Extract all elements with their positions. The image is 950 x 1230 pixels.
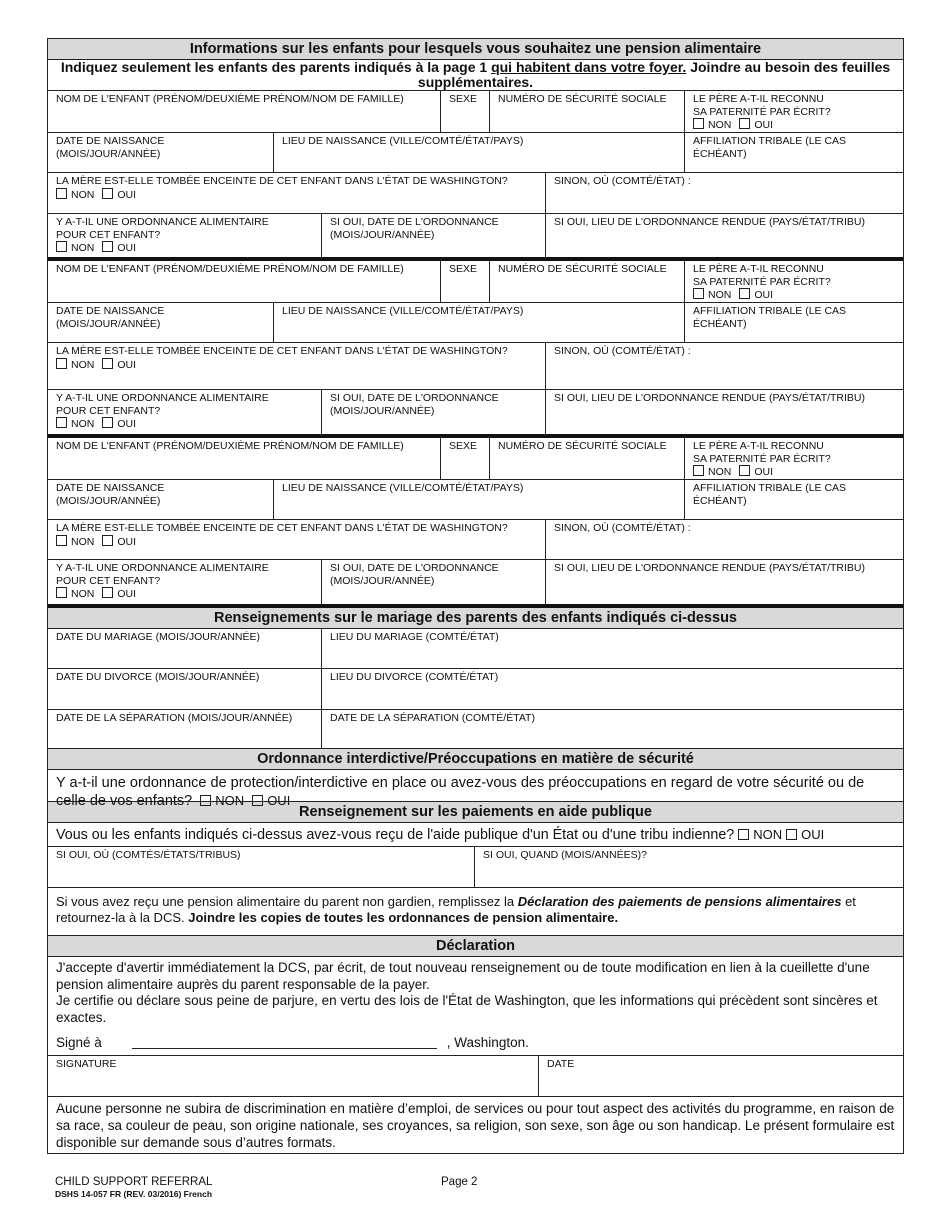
children-section-header: Informations sur les enfants pour lesquels vous souhaitez une pension alimentaire (48, 39, 903, 60)
instruction-post: Joindre au besoin des feuilles supplémentaires. (417, 60, 891, 90)
child-birth-row (48, 133, 903, 173)
tribal-field[interactable] (685, 133, 903, 172)
support-order-no-checkbox[interactable] (56, 587, 67, 598)
no-label: NON (71, 535, 95, 548)
declaration-para1: J'accepte d'avertir immédiatement la DCS, par écrit, de tout nouveau renseignement ou de toute modification en lien à la cueillette d'une pension alimentaire auprès du parent responsable de la payer. (56, 960, 870, 992)
order-date-label-2: (MOIS/JOUR/ANNÉE) (330, 574, 435, 587)
marriage-row (48, 629, 903, 669)
note-pre: Si vous avez reçu une pension alimentaire du parent non gardien, remplissez la (56, 894, 518, 909)
child-name-field[interactable]: NOM DE L'ENFANT (PRÉNOM/DEUXIÈME PRÉNOM/NOM DE FAMILLE) (48, 438, 441, 479)
safety-question (48, 770, 903, 809)
declaration-para2: Je certifie ou déclare sous peine de parjure, en vertu des lois de l'État de Washington, que les informations qui précèdent sont sincères et exactes. (56, 993, 878, 1025)
tribal-field[interactable] (685, 303, 903, 342)
children-instruction (48, 60, 903, 91)
safety-no-label: NON (215, 793, 245, 808)
assistance-detail-row (48, 847, 903, 888)
pregnancy-label: LA MÈRE EST-ELLE TOMBÉE ENCEINTE DE CET ENFANT DANS L'ÉTAT DE WASHINGTON? (56, 175, 508, 187)
paternity-yes-checkbox[interactable] (739, 288, 750, 299)
form-name: CHILD SUPPORT REFERRAL (55, 1176, 213, 1188)
support-order-row (48, 560, 903, 608)
assistance-note (48, 888, 903, 936)
support-order-yes-checkbox[interactable] (102, 587, 113, 598)
dob-label-1: DATE DE NAISSANCE (56, 305, 165, 317)
paternity-field (685, 91, 903, 132)
dob-label-2: (MOIS/JOUR/ANNÉE) (56, 317, 161, 330)
no-label: NON (71, 188, 95, 201)
order-label-1: Y A-T-IL UNE ORDONNANCE ALIMENTAIRE (56, 392, 269, 404)
paternity-no-checkbox[interactable] (693, 465, 704, 476)
paternity-label-1: LE PÈRE A-T-IL RECONNU (693, 440, 824, 452)
paternity-yes-checkbox[interactable] (739, 465, 750, 476)
yes-label: OUI (117, 418, 137, 430)
order-date-label-1: SI OUI, DATE DE L'ORDONNANCE (330, 392, 499, 404)
pregnancy-row (48, 520, 903, 560)
child-name-field[interactable]: NOM DE L'ENFANT (PRÉNOM/DEUXIÈME PRÉNOM/NOM DE FAMILLE) (48, 261, 441, 302)
divorce-row (48, 669, 903, 710)
safety-no-checkbox[interactable] (200, 795, 211, 806)
order-date-label-2: (MOIS/JOUR/ANNÉE) (330, 228, 435, 241)
safety-yes-checkbox[interactable] (252, 795, 263, 806)
nondiscrimination-notice: Aucune personne ne subira de discrimination en matière d’emploi, de services ou pour tout aspect des activités du programme, en raison de sa race, sa couleur de peau, son origine nationale, ses croyances, sa religion, son sexe, son âge ou son handicap. Le présent formulaire est disponible sur demande sous d’autres formats. (48, 1097, 903, 1154)
support-order-no-checkbox[interactable] (56, 241, 67, 252)
marriage-date-field[interactable]: DATE DU MARIAGE (MOIS/JOUR/ANNÉE) (48, 629, 322, 668)
paternity-label-2: SA PATERNITÉ PAR ÉCRIT? (693, 275, 831, 288)
safety-section-header: Ordonnance interdictive/Préoccupations en matière de sécurité (48, 749, 903, 770)
pregnancy-no-checkbox[interactable] (56, 188, 67, 199)
assistance-no-label: NON (753, 827, 783, 842)
child-birth-row (48, 303, 903, 343)
order-place-field[interactable]: SI OUI, LIEU DE L'ORDONNANCE RENDUE (PAYS/ÉTAT/TRIBU) (554, 392, 866, 404)
note-italic: Déclaration des paiements de pensions alimentaires (517, 894, 842, 909)
pregnancy-row (48, 173, 903, 214)
no-label: NON (71, 418, 95, 430)
no-label: NON (708, 119, 732, 131)
pregnancy-yes-checkbox[interactable] (102, 188, 113, 199)
child-ssn-field[interactable]: NUMÉRO DE SÉCURITÉ SOCIALE (490, 438, 685, 479)
child-block (48, 261, 903, 438)
assistance-question-text: Vous ou les enfants indiqués ci-dessus avez-vous reçu de l'aide publique d'un État ou d'une tribu indienne? (56, 827, 735, 843)
order-date-label-1: SI OUI, DATE DE L'ORDONNANCE (330, 562, 499, 574)
child-ssn-field[interactable]: NUMÉRO DE SÉCURITÉ SOCIALE (490, 91, 685, 132)
paternity-label-1: LE PÈRE A-T-IL RECONNU (693, 93, 824, 105)
tribal-label-2: ÉCHÉANT) (693, 494, 747, 507)
order-place-field[interactable]: SI OUI, LIEU DE L'ORDONNANCE RENDUE (PAYS/ÉTAT/TRIBU) (554, 562, 866, 574)
assistance-when-field[interactable]: SI OUI, QUAND (MOIS/ANNÉES)? (483, 849, 647, 861)
paternity-no-checkbox[interactable] (693, 118, 704, 129)
yes-label: OUI (754, 289, 774, 301)
child-name-row (48, 261, 903, 303)
order-date-field[interactable] (322, 214, 546, 257)
tribal-label-1: AFFILIATION TRIBALE (LE CAS (693, 135, 847, 147)
signed-at-input[interactable] (132, 1034, 437, 1049)
tribal-field[interactable] (685, 480, 903, 519)
order-label-2: POUR CET ENFANT? (56, 404, 161, 417)
pregnancy-yes-checkbox[interactable] (102, 535, 113, 546)
instruction-underlined: qui habitent dans votre foyer. (491, 60, 687, 75)
child-block (48, 438, 903, 608)
separation-place-field[interactable]: DATE DE LA SÉPARATION (COMTÉ/ÉTAT) (330, 712, 535, 724)
dob-label-2: (MOIS/JOUR/ANNÉE) (56, 147, 161, 160)
form-code: DSHS 14-057 FR (REV. 03/2016) French (55, 1189, 213, 1199)
support-order-row (48, 214, 903, 261)
signature-row (48, 1056, 903, 1097)
pregnancy-yes-checkbox[interactable] (102, 358, 113, 369)
paternity-label-2: SA PATERNITÉ PAR ÉCRIT? (693, 452, 831, 465)
pregnancy-field (48, 173, 546, 213)
order-date-field[interactable] (322, 560, 546, 604)
support-order-field (48, 214, 322, 257)
declaration-body (48, 957, 903, 1056)
no-label: NON (71, 588, 95, 600)
yes-label: OUI (117, 358, 137, 371)
pregnancy-label: LA MÈRE EST-ELLE TOMBÉE ENCEINTE DE CET ENFANT DANS L'ÉTAT DE WASHINGTON? (56, 522, 508, 534)
pregnancy-field (48, 520, 546, 559)
child-block (48, 91, 903, 261)
dob-field[interactable] (48, 303, 274, 342)
assistance-no-checkbox[interactable] (738, 829, 749, 840)
birthplace-field[interactable]: LIEU DE NAISSANCE (VILLE/COMTÉ/ÉTAT/PAYS) (274, 480, 685, 519)
support-order-field (48, 390, 322, 434)
note-bold: Joindre les copies de toutes les ordonnances de pension alimentaire. (188, 910, 619, 925)
yes-label: OUI (117, 588, 137, 600)
order-label-1: Y A-T-IL UNE ORDONNANCE ALIMENTAIRE (56, 562, 269, 574)
paternity-yes-checkbox[interactable] (739, 118, 750, 129)
child-sex-field[interactable]: SEXE (441, 438, 490, 479)
support-order-row (48, 390, 903, 438)
no-label: NON (708, 466, 732, 478)
divorce-place-field[interactable]: LIEU DU DIVORCE (COMTÉ/ÉTAT) (330, 671, 499, 683)
pregnancy-label: LA MÈRE EST-ELLE TOMBÉE ENCEINTE DE CET ENFANT DANS L'ÉTAT DE WASHINGTON? (56, 345, 508, 357)
assistance-yes-checkbox[interactable] (786, 829, 797, 840)
order-date-label-2: (MOIS/JOUR/ANNÉE) (330, 404, 435, 417)
washington-label: , Washington. (446, 1035, 529, 1050)
child-sex-field[interactable]: SEXE (441, 91, 490, 132)
dob-field[interactable] (48, 133, 274, 172)
dob-label-2: (MOIS/JOUR/ANNÉE) (56, 494, 161, 507)
order-date-label-1: SI OUI, DATE DE L'ORDONNANCE (330, 216, 499, 228)
tribal-label-2: ÉCHÉANT) (693, 317, 747, 330)
yes-label: OUI (754, 466, 774, 478)
safety-question-text: Y a-t-il une ordonnance de protection/interdictive en place ou avez-vous des préoccupations en regard de votre sécurité ou de celle de vos enfants? (56, 775, 865, 809)
paternity-label-2: SA PATERNITÉ PAR ÉCRIT? (693, 105, 831, 118)
signature-field[interactable]: SIGNATURE (48, 1056, 539, 1096)
signed-at-line (56, 1034, 895, 1052)
yes-label: OUI (754, 119, 774, 131)
dob-field[interactable] (48, 480, 274, 519)
separation-date-field[interactable]: DATE DE LA SÉPARATION (MOIS/JOUR/ANNÉE) (48, 710, 322, 748)
order-label-2: POUR CET ENFANT? (56, 228, 161, 241)
tribal-label-2: ÉCHÉANT) (693, 147, 747, 160)
separation-row (48, 710, 903, 749)
child-name-field[interactable]: NOM DE L'ENFANT (PRÉNOM/DEUXIÈME PRÉNOM/NOM DE FAMILLE) (48, 91, 441, 132)
child-name-row (48, 91, 903, 133)
yes-label: OUI (117, 242, 137, 254)
pregnancy-no-checkbox[interactable] (56, 358, 67, 369)
support-order-yes-checkbox[interactable] (102, 417, 113, 428)
child-birth-row (48, 480, 903, 520)
yes-label: OUI (117, 188, 137, 201)
paternity-no-checkbox[interactable] (693, 288, 704, 299)
marriage-section-header: Renseignements sur le mariage des parents des enfants indiqués ci-dessus (48, 608, 903, 629)
declaration-section-header: Déclaration (48, 936, 903, 957)
no-label: NON (71, 358, 95, 371)
pregnancy-row (48, 343, 903, 390)
signed-at-label: Signé à (56, 1035, 102, 1050)
paternity-field (685, 261, 903, 302)
order-label-1: Y A-T-IL UNE ORDONNANCE ALIMENTAIRE (56, 216, 269, 228)
child-name-row (48, 438, 903, 480)
page-footer (55, 1176, 915, 1199)
child-sex-field[interactable]: SEXE (441, 261, 490, 302)
marriage-place-field[interactable]: LIEU DU MARIAGE (COMTÉ/ÉTAT) (330, 631, 499, 643)
assistance-where-field[interactable]: SI OUI, OÙ (COMTÉS/ÉTATS/TRIBUS) (48, 847, 475, 887)
if-not-where-field[interactable]: SINON, OÙ (COMTÉ/ÉTAT) : (554, 522, 691, 534)
dob-label-1: DATE DE NAISSANCE (56, 135, 165, 147)
support-order-field (48, 560, 322, 604)
assistance-question (48, 823, 903, 847)
pregnancy-no-checkbox[interactable] (56, 535, 67, 546)
no-label: NON (71, 242, 95, 254)
yes-label: OUI (117, 535, 137, 548)
form-page (47, 38, 904, 1154)
safety-yes-label: OUI (267, 793, 291, 808)
tribal-label-1: AFFILIATION TRIBALE (LE CAS (693, 482, 847, 494)
assistance-section-header: Renseignement sur les paiements en aide publique (48, 802, 903, 823)
paternity-label-1: LE PÈRE A-T-IL RECONNU (693, 263, 824, 275)
birthplace-field[interactable]: LIEU DE NAISSANCE (VILLE/COMTÉ/ÉTAT/PAYS) (274, 303, 685, 342)
order-date-field[interactable] (322, 390, 546, 434)
divorce-date-field[interactable]: DATE DU DIVORCE (MOIS/JOUR/ANNÉE) (48, 669, 322, 709)
order-label-2: POUR CET ENFANT? (56, 574, 161, 587)
order-place-field[interactable]: SI OUI, LIEU DE L'ORDONNANCE RENDUE (PAYS/ÉTAT/TRIBU) (554, 216, 866, 228)
note-mid: et retournez-la à la DCS. (56, 894, 856, 925)
child-ssn-field[interactable]: NUMÉRO DE SÉCURITÉ SOCIALE (490, 261, 685, 302)
assistance-yes-label: OUI (801, 827, 825, 842)
children-blocks (48, 91, 903, 608)
date-field[interactable]: DATE (547, 1058, 575, 1070)
birthplace-field[interactable]: LIEU DE NAISSANCE (VILLE/COMTÉ/ÉTAT/PAYS) (274, 133, 685, 172)
if-not-where-field[interactable]: SINON, OÙ (COMTÉ/ÉTAT) : (554, 175, 691, 187)
support-order-no-checkbox[interactable] (56, 417, 67, 428)
paternity-field (685, 438, 903, 479)
page-number: Page 2 (441, 1176, 478, 1188)
if-not-where-field[interactable]: SINON, OÙ (COMTÉ/ÉTAT) : (554, 345, 691, 357)
no-label: NON (708, 289, 732, 301)
pregnancy-field (48, 343, 546, 389)
tribal-label-1: AFFILIATION TRIBALE (LE CAS (693, 305, 847, 317)
support-order-yes-checkbox[interactable] (102, 241, 113, 252)
dob-label-1: DATE DE NAISSANCE (56, 482, 165, 494)
instruction-pre: Indiquez seulement les enfants des parents indiqués à la page 1 (60, 60, 492, 75)
